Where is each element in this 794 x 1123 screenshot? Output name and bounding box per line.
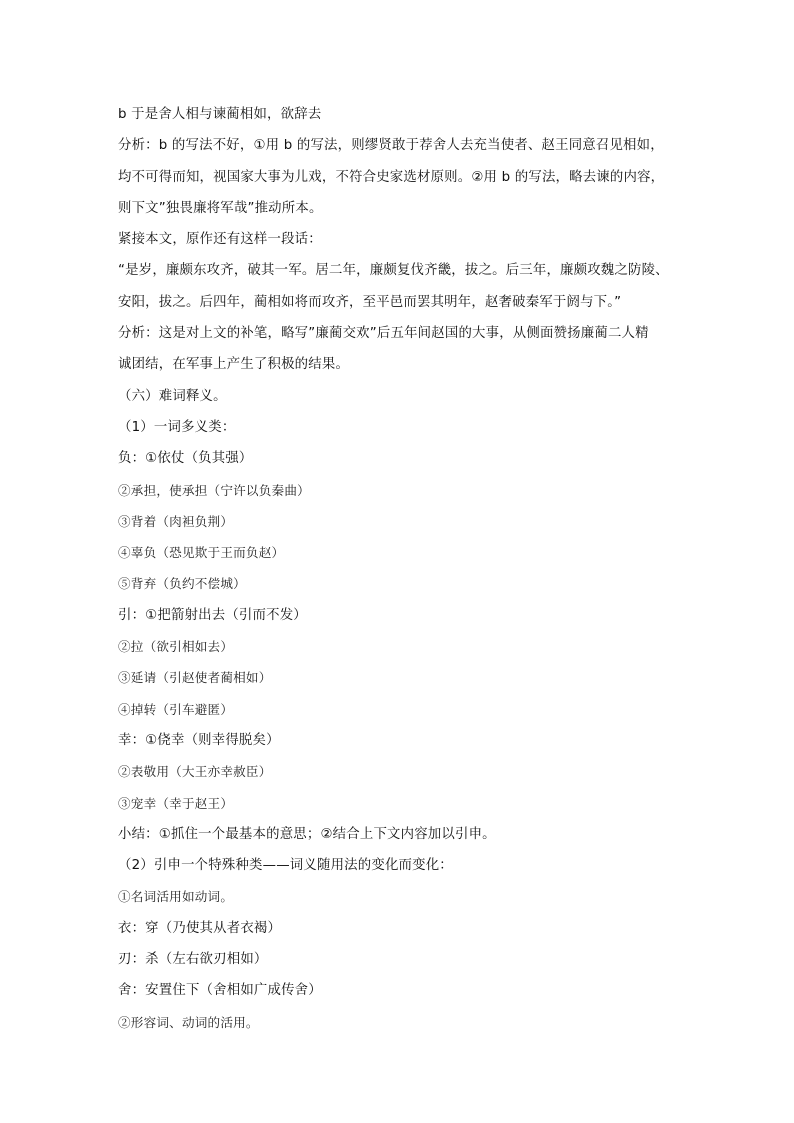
word-entry-she: 舍：安置住下（舍相如广成传舍） xyxy=(118,983,322,999)
word-entry-yi: 衣：穿（乃使其从者衣褐） xyxy=(118,920,282,936)
word-entry-fu-5: ⑤背弃（负约不偿城） xyxy=(118,576,246,592)
word-entry-xing-3: ③宠幸（幸于赵王） xyxy=(118,795,234,811)
text-line-analysis-1: 分析：b 的写法不好，①用 b 的写法，则缪贤敢于荐舍人去充当使者、赵王同意召见相如， xyxy=(118,138,664,154)
word-entry-xing-1: 幸：①侥幸（则幸得脱矣） xyxy=(118,732,280,748)
text-line-analysis-3: 则下文”独畏廉将军哉”推动所本。 xyxy=(118,200,323,216)
word-entry-fu-3: ③背着（肉袒负荆） xyxy=(118,513,234,529)
text-line-answer-b: b 于是舍人相与谏蔺相如，欲辞去 xyxy=(118,107,322,122)
subheading-extension: （2）引申一个特殊种类——词义随用法的变化而变化： xyxy=(118,858,453,874)
text-line-analysis-2: 均不可得而知，视国家大事为儿戏，不符合史家选材原则。②用 b 的写法，略去谏的内容， xyxy=(118,169,665,185)
document-body xyxy=(118,99,678,1038)
section-heading-six: （六）难词释义。 xyxy=(118,388,227,404)
word-entry-fu-4: ④辜负（恐见欺于王而负赵） xyxy=(118,545,285,561)
word-entry-xing-2: ②表敬用（大王亦幸赦臣） xyxy=(118,764,272,780)
text-line-quote-2: 安阳，拔之。后四年，蔺相如将而攻齐，至平邑而罢其明年，赵奢破秦军于阏与下。” xyxy=(118,294,622,310)
text-line-follow-up: 紧接本文，原作还有这样一段话： xyxy=(118,232,322,248)
word-entry-yin-2: ②拉（欲引相如去） xyxy=(118,639,234,655)
item-noun-as-verb: ①名词活用如动词。 xyxy=(118,889,234,905)
text-line-quote-1: “是岁，廉颇东攻齐，破其一军。居二年，廉颇复伐齐畿，拔之。后三年，廉颇攻魏之防陵、 xyxy=(118,263,669,279)
subheading-polysemy: （1）一词多义类： xyxy=(118,419,236,435)
word-entry-yin-1: 引：①把箭射出去（引而不发） xyxy=(118,607,307,623)
word-entry-ren: 刃：杀（左右欲刃相如） xyxy=(118,952,268,968)
word-entry-yin-4: ④掉转（引车避匿） xyxy=(118,701,234,717)
text-line-analysis-4: 分析：这是对上文的补笔，略写”廉蔺交欢”后五年间赵国的大事，从侧面赞扬廉蔺二人精 xyxy=(118,326,649,342)
word-entry-yin-3: ③延请（引赵使者蔺相如） xyxy=(118,670,272,686)
item-adjective-verb-use: ②形容词、动词的活用。 xyxy=(118,1014,259,1030)
summary-line: 小结：①抓住一个最基本的意思；②结合上下文内容加以引申。 xyxy=(118,826,496,842)
word-entry-fu-1: 负：①依仗（负其强） xyxy=(118,451,253,467)
text-line-analysis-5: 诚团结，在军事上产生了积极的结果。 xyxy=(118,357,350,373)
word-entry-fu-2: ②承担，使承担（宁许以负秦曲） xyxy=(118,482,310,498)
